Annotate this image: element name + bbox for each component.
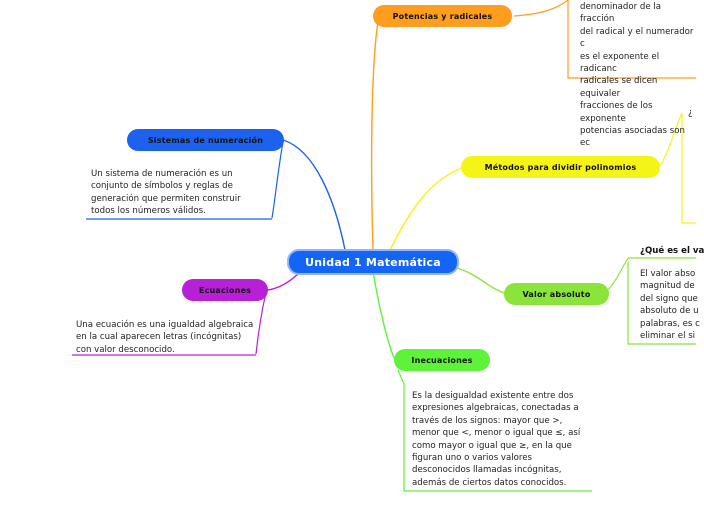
- topic-sistemas-de-numeracion[interactable]: [127, 129, 284, 151]
- note-line: además de ciertos datos conocidos.: [412, 477, 567, 488]
- note-line: fracciones de los exponente: [580, 101, 653, 124]
- link-potencias-note: [514, 0, 568, 16]
- note-sistemas: [91, 168, 271, 218]
- note-line: Un sistema de numeración es un: [91, 169, 233, 179]
- topic-label: Sistemas de numeración: [147, 135, 264, 145]
- note-line: es el exponente el radicanc: [580, 51, 660, 75]
- central-title: Unidad 1 Matemática: [305, 255, 441, 269]
- note-line: menor que <, menor o igual que ≤, así: [412, 428, 581, 439]
- note-line: como mayor o igual que ≥, en la que: [412, 440, 572, 451]
- topic-label: Ecuaciones: [198, 285, 252, 295]
- note-potencias: [580, 0, 696, 150]
- note-line: con valor desconocido.: [76, 344, 175, 355]
- topic-metodos-para-dividir-polinomios[interactable]: [461, 156, 660, 178]
- note-line: Una ecuación es una igualdad algebraica: [76, 320, 254, 330]
- note-line: del signo que: [640, 293, 698, 304]
- note-metodos-fragment: [688, 107, 693, 119]
- valor-question: [640, 245, 704, 257]
- note-line: expresiones algebraicas, conectadas a: [412, 403, 579, 414]
- link-valor: [457, 268, 508, 294]
- link-sistemas-note: [272, 142, 283, 218]
- topic-ecuaciones[interactable]: [182, 279, 268, 301]
- note-line: denominador de la fracción: [580, 2, 662, 25]
- topic-label: Potencias y radicales: [392, 11, 493, 21]
- note-line: ¿: [688, 108, 693, 118]
- note-line: absoluto de u: [640, 306, 699, 317]
- topic-label: Inecuaciones: [411, 355, 473, 365]
- link-metodos: [390, 168, 462, 250]
- note-ecuaciones: [76, 319, 261, 356]
- note-line: El valor abso: [640, 269, 696, 279]
- note-line: eliminar el si: [640, 331, 696, 342]
- topic-inecuaciones[interactable]: [394, 349, 490, 371]
- topic-potencias-y-radicales[interactable]: [373, 5, 512, 27]
- note-line: del radical y el numerador c: [580, 26, 694, 50]
- topic-label: Métodos para dividir polinomios: [484, 162, 637, 172]
- note-line: conjunto de símbolos y reglas de: [91, 181, 233, 192]
- note-line: figuran uno o varios valores: [412, 453, 533, 464]
- link-inecuaciones: [373, 272, 394, 358]
- link-potencias: [372, 22, 378, 250]
- note-line: desconocidos llamadas incógnitas,: [412, 465, 562, 476]
- note-line: generación que permiten construir: [91, 193, 241, 204]
- topic-label: Valor absoluto: [522, 289, 591, 299]
- link-valor-question: [606, 258, 628, 292]
- note-line: magnitud de: [640, 281, 695, 292]
- question-text: ¿Qué es el va: [640, 246, 704, 256]
- note-line: potencias asociadas son ec: [580, 126, 685, 149]
- note-line: Es la desigualdad existente entre dos: [412, 391, 574, 401]
- note-line: radicales se dicen equivaler: [580, 76, 658, 99]
- note-line: través de los signos: mayor que >,: [412, 415, 563, 426]
- note-line: palabras, es c: [640, 318, 700, 329]
- note-valor: [640, 268, 700, 342]
- note-line: en la cual aparecen letras (incógnitas): [76, 332, 242, 343]
- note-line: todos los números válidos.: [91, 206, 206, 217]
- topic-valor-absoluto[interactable]: [504, 283, 609, 305]
- link-sistemas: [283, 140, 345, 250]
- central-topic[interactable]: [287, 249, 459, 275]
- link-ecuaciones: [268, 272, 300, 290]
- note-inecuaciones: [412, 390, 592, 489]
